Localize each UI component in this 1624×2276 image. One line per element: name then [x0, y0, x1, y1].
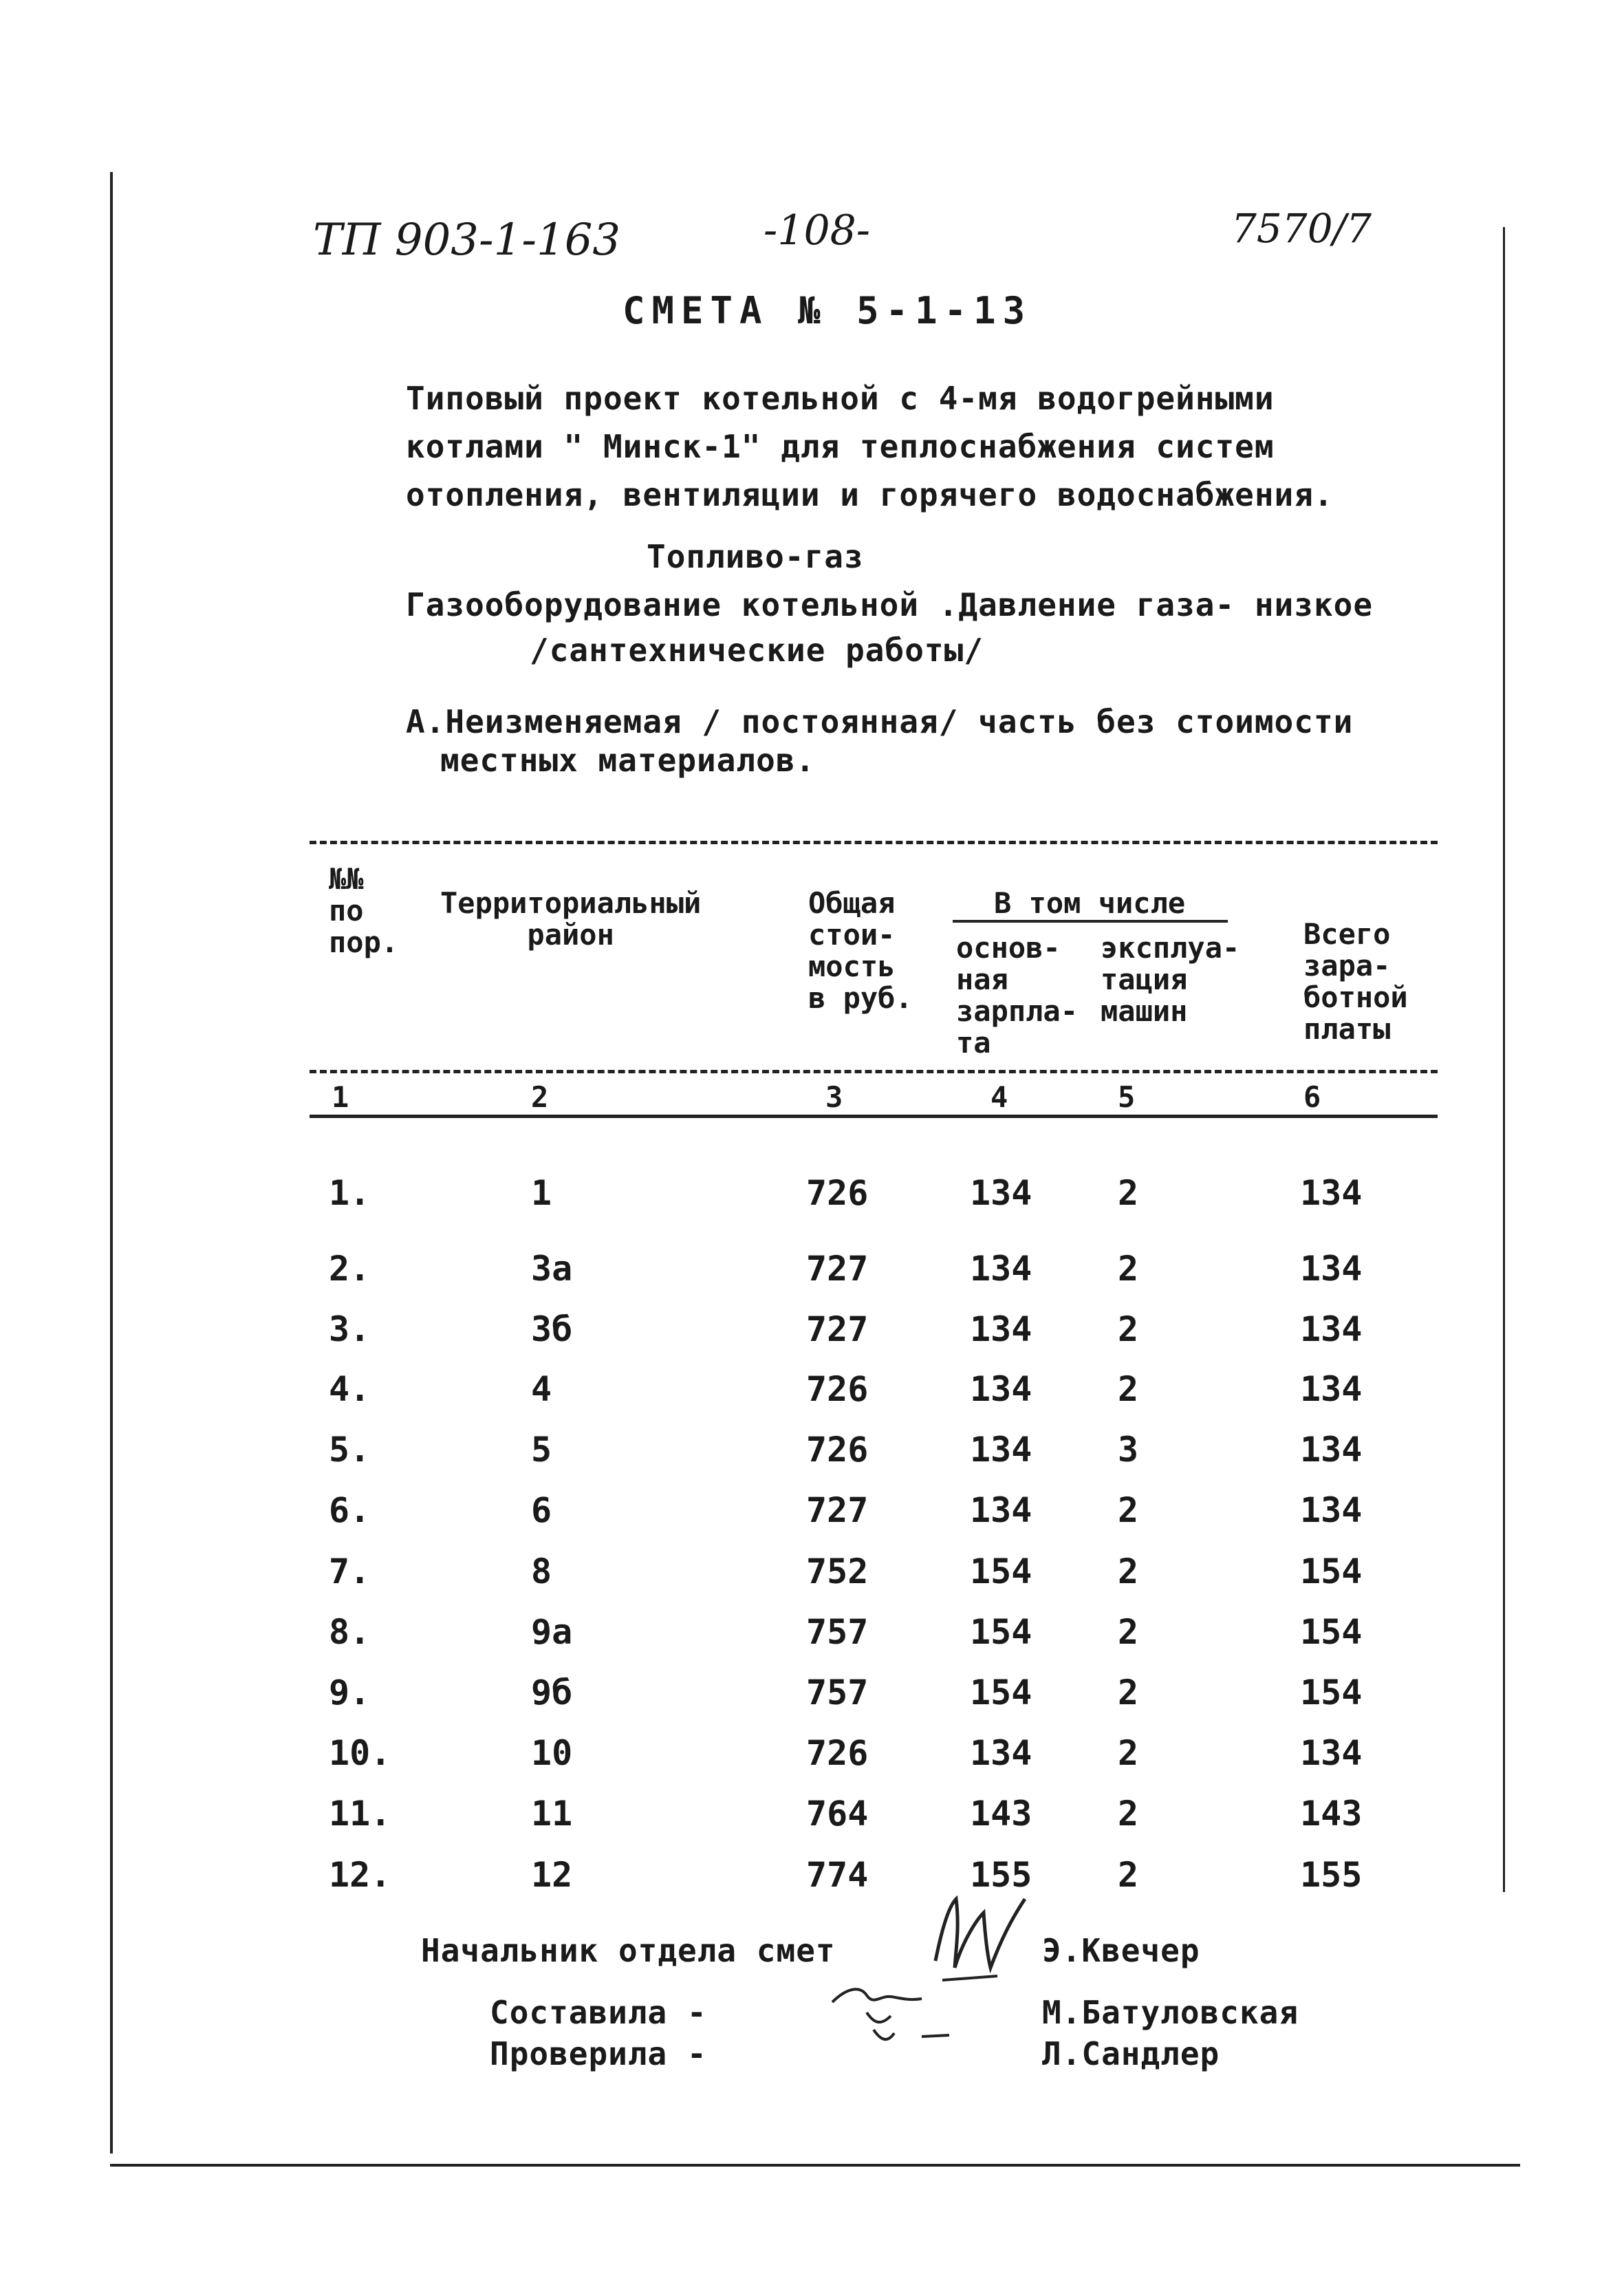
description-line-2: котлами " Минск-1" для теплоснабжения систем: [406, 428, 1275, 465]
table-top-rule: [310, 841, 1438, 844]
cell-base-wages: 134: [970, 1173, 1032, 1213]
section-line-2: местных материалов.: [440, 742, 816, 779]
cell-machine-operation: 2: [1118, 1673, 1139, 1713]
header-col4-line: основ-: [956, 931, 1061, 965]
cell-base-wages: 134: [970, 1733, 1032, 1773]
header-col2-line: район: [527, 918, 614, 952]
header-col1-line: пор.: [329, 925, 399, 959]
cell-row-number: 6.: [329, 1490, 371, 1530]
section-line-1: А.Неизменяемая / постоянная/ часть без стоимости: [406, 703, 1354, 740]
header-group-underline: [953, 920, 1228, 923]
cell-base-wages: 154: [970, 1673, 1032, 1713]
cell-total-cost: 727: [806, 1309, 869, 1349]
header-col6-line: ботной: [1303, 980, 1408, 1014]
head-signature: [922, 1885, 1032, 1988]
cell-base-wages: 154: [970, 1612, 1032, 1652]
cell-base-wages: 134: [970, 1249, 1032, 1289]
cell-total-cost: 752: [806, 1552, 869, 1591]
cell-base-wages: 134: [970, 1309, 1032, 1349]
compiled-by-name: М.Батуловская: [1042, 1994, 1299, 2031]
header-col1: [329, 863, 398, 958]
cell-total-wages: 134: [1300, 1733, 1363, 1773]
cell-base-wages: 134: [970, 1430, 1032, 1470]
cell-row-number: 3.: [329, 1309, 371, 1349]
compiled-by-label: Составила -: [490, 1994, 707, 2031]
cell-total-cost: 726: [806, 1173, 869, 1213]
compiler-signature: [825, 1975, 963, 2050]
description-line-3: отопления, вентиляции и горячего водоснабжения.: [406, 476, 1334, 513]
equipment-line-2: /сантехнические работы/: [530, 632, 984, 669]
header-col2-line: Территориальный: [440, 886, 702, 920]
header-col6-line: платы: [1303, 1012, 1391, 1046]
cell-total-wages: 154: [1300, 1552, 1363, 1591]
cell-total-wages: 134: [1300, 1490, 1363, 1530]
cell-base-wages: 154: [970, 1552, 1032, 1591]
equipment-line-1: Газооборудование котельной .Давление газа- низкое: [406, 586, 1374, 623]
cell-row-number: 5.: [329, 1430, 371, 1470]
header-col4: [956, 932, 1078, 1059]
column-number-4: 4: [990, 1080, 1008, 1114]
cell-district: 3а: [531, 1249, 573, 1289]
header-col5: [1101, 932, 1239, 1027]
cell-base-wages: 134: [970, 1369, 1032, 1409]
header-col2: [440, 888, 701, 951]
cell-total-wages: 134: [1300, 1309, 1363, 1349]
document-title: СМЕТА № 5-1-13: [622, 289, 1032, 332]
header-col3-line: в руб.: [808, 981, 913, 1015]
header-col6-line: зара-: [1303, 949, 1391, 983]
cell-row-number: 4.: [329, 1369, 371, 1409]
cell-total-cost: 727: [806, 1249, 869, 1289]
header-col1-line: по: [329, 894, 364, 927]
right-margin-line: [1503, 227, 1505, 1892]
cell-total-wages: 134: [1300, 1369, 1363, 1409]
cell-district: 5: [531, 1430, 552, 1470]
cell-total-wages: 134: [1300, 1249, 1363, 1289]
cell-row-number: 12.: [329, 1855, 391, 1895]
cell-machine-operation: 2: [1118, 1173, 1139, 1213]
header-col3: [808, 888, 913, 1014]
cell-total-cost: 757: [806, 1612, 869, 1652]
column-number-2: 2: [531, 1080, 549, 1114]
cell-total-cost: 727: [806, 1490, 869, 1530]
cell-total-wages: 134: [1300, 1173, 1363, 1213]
head-of-department-label: Начальник отдела смет: [421, 1932, 836, 1969]
cell-total-cost: 757: [806, 1673, 869, 1713]
checked-by-label: Проверила -: [490, 2035, 707, 2072]
cell-base-wages: 134: [970, 1490, 1032, 1530]
archive-number: 7570/7: [1231, 205, 1372, 252]
column-number-3: 3: [825, 1080, 843, 1114]
column-number-1: 1: [332, 1080, 349, 1114]
cell-machine-operation: 2: [1118, 1552, 1139, 1591]
cell-base-wages: 143: [970, 1794, 1032, 1834]
cell-district: 4: [531, 1369, 552, 1409]
cell-row-number: 2.: [329, 1249, 371, 1289]
cell-row-number: 11.: [329, 1794, 391, 1834]
header-col5-line: эксплуа-: [1101, 931, 1240, 965]
header-bottom-rule: [310, 1070, 1438, 1073]
header-col3-line: мость: [808, 949, 896, 983]
checked-by-name: Л.Сандлер: [1042, 2035, 1220, 2072]
cell-machine-operation: 2: [1118, 1309, 1139, 1349]
header-col5-line: машин: [1101, 994, 1188, 1028]
cell-total-cost: 764: [806, 1794, 869, 1834]
column-number-6: 6: [1303, 1080, 1321, 1114]
header-col1-line: №№: [329, 862, 364, 896]
cell-district: 9а: [531, 1612, 573, 1652]
cell-machine-operation: 3: [1118, 1430, 1139, 1470]
column-numbers-underline: [310, 1115, 1438, 1118]
cell-total-wages: 134: [1300, 1430, 1363, 1470]
header-col4-line: ная: [956, 963, 1008, 996]
cell-total-wages: 154: [1300, 1673, 1363, 1713]
header-col3-line: Общая: [808, 886, 896, 920]
page-number: -108-: [764, 206, 871, 255]
cell-district: 3б: [531, 1309, 573, 1349]
cell-total-wages: 154: [1300, 1612, 1363, 1652]
cell-total-cost: 726: [806, 1369, 869, 1409]
left-margin-line: [110, 172, 113, 2154]
cell-machine-operation: 2: [1118, 1490, 1139, 1530]
cell-machine-operation: 2: [1118, 1249, 1139, 1289]
cell-machine-operation: 2: [1118, 1855, 1139, 1895]
cell-total-cost: 774: [806, 1855, 869, 1895]
cell-district: 1: [531, 1173, 552, 1213]
cell-base-wages: 155: [970, 1855, 1032, 1895]
cell-row-number: 7.: [329, 1552, 371, 1591]
cell-machine-operation: 2: [1118, 1794, 1139, 1834]
cell-district: 6: [531, 1490, 552, 1530]
cell-district: 8: [531, 1552, 552, 1591]
cell-district: 9б: [531, 1673, 573, 1713]
cell-district: 11: [531, 1794, 573, 1834]
cell-machine-operation: 2: [1118, 1733, 1139, 1773]
cell-total-cost: 726: [806, 1430, 869, 1470]
cell-total-wages: 155: [1300, 1855, 1363, 1895]
header-col4-line: зарпла-: [956, 994, 1079, 1028]
header-col3-line: стои-: [808, 918, 896, 952]
cell-district: 12: [531, 1855, 573, 1895]
header-col6: [1303, 919, 1408, 1045]
cell-district: 10: [531, 1733, 573, 1773]
cell-total-cost: 726: [806, 1733, 869, 1773]
header-col5-line: тация: [1101, 963, 1188, 996]
cell-machine-operation: 2: [1118, 1612, 1139, 1652]
header-group: В том числе: [994, 886, 1186, 920]
cell-machine-operation: 2: [1118, 1369, 1139, 1409]
header-col4-line: та: [956, 1026, 991, 1060]
fuel-line: Топливо-газ: [647, 538, 864, 575]
description-line-1: Типовый проект котельной с 4-мя водогрейными: [406, 380, 1275, 417]
bottom-margin-line: [110, 2164, 1520, 2167]
cell-row-number: 10.: [329, 1733, 391, 1773]
column-number-5: 5: [1118, 1080, 1136, 1114]
header-col6-line: Всего: [1303, 917, 1391, 951]
project-code: ТП 903-1-163: [313, 215, 621, 266]
cell-row-number: 1.: [329, 1173, 371, 1213]
head-of-department-name: Э.Квечер: [1042, 1932, 1200, 1969]
cell-row-number: 9.: [329, 1673, 371, 1713]
cell-row-number: 8.: [329, 1612, 371, 1652]
cell-total-wages: 143: [1300, 1794, 1363, 1834]
